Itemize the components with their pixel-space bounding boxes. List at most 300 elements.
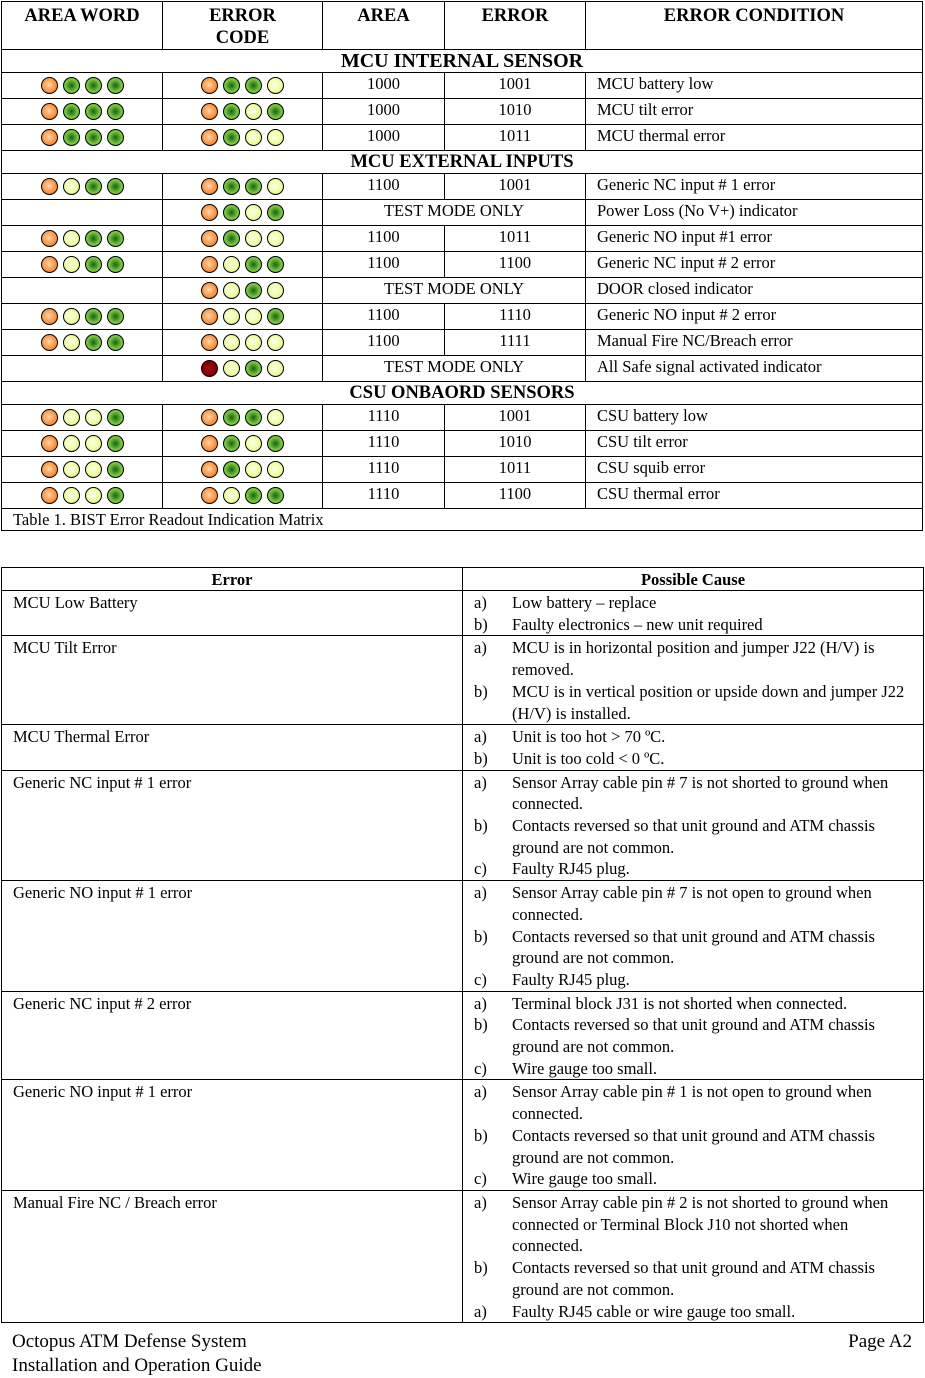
area-word-leds xyxy=(2,278,163,304)
table-row xyxy=(2,457,923,483)
green-led-icon xyxy=(85,230,102,247)
yellow-led-icon xyxy=(85,409,102,426)
condition-cell: DOOR closed indicator xyxy=(586,278,923,304)
red-led-icon xyxy=(201,360,218,377)
cause-cell xyxy=(463,881,924,992)
yellow-led-icon xyxy=(267,129,284,146)
green-led-icon xyxy=(107,435,124,452)
orange-led-icon xyxy=(201,308,218,325)
yellow-led-icon xyxy=(63,461,80,478)
orange-led-icon xyxy=(201,409,218,426)
cause-text: Sensor Array cable pin # 7 is not shorted to ground when connected. xyxy=(512,772,889,814)
area-word-leds xyxy=(2,457,163,483)
table-row xyxy=(2,431,923,457)
orange-led-icon xyxy=(41,178,58,195)
cause-cell xyxy=(463,770,924,881)
green-led-icon xyxy=(223,435,240,452)
green-led-icon xyxy=(267,308,284,325)
yellow-led-icon xyxy=(63,334,80,351)
cause-label: b) xyxy=(474,748,488,768)
cause-text: Faulty RJ45 plug. xyxy=(512,969,630,989)
cause-item xyxy=(474,1014,923,1057)
green-led-icon xyxy=(107,230,124,247)
table-row xyxy=(2,278,923,304)
area-word-leds xyxy=(2,483,163,509)
yellow-led-icon xyxy=(223,334,240,351)
green-led-icon xyxy=(245,178,262,195)
condition-cell: Generic NO input #1 error xyxy=(586,226,923,252)
green-led-icon xyxy=(63,103,80,120)
error-cell: 1011 xyxy=(445,226,586,252)
table-row xyxy=(2,330,923,356)
area-cell: 1110 xyxy=(323,457,445,483)
cause-label: a) xyxy=(474,772,487,792)
yellow-led-icon xyxy=(63,256,80,273)
cause-label: a) xyxy=(474,993,487,1013)
yellow-led-icon xyxy=(267,461,284,478)
table-row xyxy=(2,174,923,200)
green-led-icon xyxy=(85,178,102,195)
green-led-icon xyxy=(245,409,262,426)
table-row xyxy=(2,725,924,770)
yellow-led-icon xyxy=(63,435,80,452)
yellow-led-icon xyxy=(63,230,80,247)
condition-cell: MCU thermal error xyxy=(586,125,923,151)
cause-item xyxy=(474,1301,923,1323)
green-led-icon xyxy=(223,461,240,478)
cause-label: a) xyxy=(474,593,487,612)
cause-cell xyxy=(463,1190,924,1322)
area-cell: 1110 xyxy=(323,483,445,509)
error-cell: 1001 xyxy=(445,73,586,99)
area-word-leds xyxy=(2,200,163,226)
area-word-leds xyxy=(2,99,163,125)
cause-item xyxy=(474,815,923,858)
yellow-led-icon xyxy=(223,308,240,325)
table-caption: Table 1. BIST Error Readout Indication Matrix xyxy=(2,509,923,531)
caption-row xyxy=(2,509,923,531)
orange-led-icon xyxy=(201,282,218,299)
yellow-led-icon xyxy=(245,461,262,478)
condition-cell: MCU battery low xyxy=(586,73,923,99)
green-led-icon xyxy=(245,487,262,504)
header-error-condition: ERROR CONDITION xyxy=(586,2,923,50)
area-cell: 1000 xyxy=(323,99,445,125)
error-code-leds xyxy=(163,174,323,200)
error-code-leds xyxy=(163,405,323,431)
cause-text: Unit is too cold < 0 ºC. xyxy=(512,748,665,768)
green-led-icon xyxy=(107,178,124,195)
cause-cell xyxy=(463,591,924,636)
yellow-led-icon xyxy=(267,334,284,351)
cause-item xyxy=(474,969,923,991)
footer-page-number: Page A2 xyxy=(848,1331,912,1352)
orange-led-icon xyxy=(41,308,58,325)
yellow-led-icon xyxy=(85,435,102,452)
cause-item xyxy=(474,637,923,680)
green-led-icon xyxy=(85,77,102,94)
green-led-icon xyxy=(85,308,102,325)
orange-led-icon xyxy=(201,487,218,504)
condition-cell: Power Loss (No V+) indicator xyxy=(586,200,923,226)
cause-label: b) xyxy=(474,1015,488,1035)
green-led-icon xyxy=(107,256,124,273)
table-row xyxy=(2,73,923,99)
green-led-icon xyxy=(245,256,262,273)
error-code-leds xyxy=(163,99,323,125)
area-word-leds xyxy=(2,252,163,278)
yellow-led-icon xyxy=(63,308,80,325)
yellow-led-icon xyxy=(63,178,80,195)
table-row xyxy=(2,770,924,881)
green-led-icon xyxy=(107,308,124,325)
cause-text: Faulty RJ45 cable or wire gauge too small. xyxy=(512,1301,796,1321)
cause-label: b) xyxy=(474,1258,488,1278)
green-led-icon xyxy=(267,487,284,504)
green-led-icon xyxy=(267,435,284,452)
area-word-leds xyxy=(2,356,163,382)
cause-text: Sensor Array cable pin # 7 is not open to ground when connected. xyxy=(512,883,872,924)
error-cell: 1100 xyxy=(445,252,586,278)
green-led-icon xyxy=(245,77,262,94)
orange-led-icon xyxy=(41,103,58,120)
condition-cell: CSU thermal error xyxy=(586,483,923,509)
cause-item xyxy=(474,748,923,770)
test-mode-cell: TEST MODE ONLY xyxy=(323,278,586,304)
yellow-led-icon xyxy=(267,282,284,299)
table-row xyxy=(2,881,924,992)
yellow-led-icon xyxy=(245,435,262,452)
error-name-cell: Generic NO input # 1 error xyxy=(2,1080,463,1191)
green-led-icon xyxy=(223,77,240,94)
cause-text: Contacts reversed so that unit ground and ATM chassis ground are not common. xyxy=(512,1258,875,1299)
green-led-icon xyxy=(107,461,124,478)
cause-item xyxy=(474,993,923,1015)
orange-led-icon xyxy=(201,435,218,452)
green-led-icon xyxy=(223,409,240,426)
table-row xyxy=(2,200,923,226)
header-error: ERROR xyxy=(445,2,586,50)
section-row xyxy=(2,382,923,405)
orange-led-icon xyxy=(41,256,58,273)
area-word-leds xyxy=(2,226,163,252)
section-row xyxy=(2,50,923,73)
header-possible-cause: Possible Cause xyxy=(463,568,924,591)
area-cell: 1100 xyxy=(323,226,445,252)
cause-item xyxy=(474,592,923,614)
error-code-leds xyxy=(163,200,323,226)
cause-text: Sensor Array cable pin # 2 is not shorted to ground when connected or Terminal Block J10 not shorted when connected. xyxy=(512,1192,889,1256)
yellow-led-icon xyxy=(267,77,284,94)
cause-text: Faulty electronics – new unit required xyxy=(512,614,763,634)
cause-label: a) xyxy=(474,638,487,658)
green-led-icon xyxy=(267,204,284,221)
yellow-led-icon xyxy=(245,204,262,221)
orange-led-icon xyxy=(201,103,218,120)
condition-cell: Manual Fire NC/Breach error xyxy=(586,330,923,356)
condition-cell: CSU battery low xyxy=(586,405,923,431)
error-code-leds xyxy=(163,457,323,483)
green-led-icon xyxy=(63,77,80,94)
orange-led-icon xyxy=(41,461,58,478)
green-led-icon xyxy=(85,103,102,120)
orange-led-icon xyxy=(201,178,218,195)
yellow-led-icon xyxy=(245,334,262,351)
area-word-leds xyxy=(2,405,163,431)
cause-cell xyxy=(463,1080,924,1191)
error-code-leds xyxy=(163,252,323,278)
cause-item xyxy=(474,681,923,724)
yellow-led-icon xyxy=(223,282,240,299)
green-led-icon xyxy=(107,487,124,504)
cause-text: Unit is too hot > 70 ºC. xyxy=(512,727,666,747)
error-name-cell: Generic NC input # 2 error xyxy=(2,991,463,1080)
green-led-icon xyxy=(223,103,240,120)
error-code-leds xyxy=(163,330,323,356)
error-cell: 1011 xyxy=(445,457,586,483)
green-led-icon xyxy=(107,77,124,94)
header-error-code: ERROR CODE xyxy=(163,2,323,50)
cause-item xyxy=(474,858,923,880)
yellow-led-icon xyxy=(267,360,284,377)
cause-text: Contacts reversed so that unit ground and ATM chassis ground are not common. xyxy=(512,926,875,968)
cause-text: Faulty RJ45 plug. xyxy=(512,859,630,879)
green-led-icon xyxy=(267,103,284,120)
yellow-led-icon xyxy=(85,461,102,478)
cause-item xyxy=(474,1058,923,1080)
green-led-icon xyxy=(223,230,240,247)
orange-led-icon xyxy=(41,230,58,247)
error-cell: 1001 xyxy=(445,405,586,431)
orange-led-icon xyxy=(41,409,58,426)
error-code-leds xyxy=(163,431,323,457)
cause-item xyxy=(474,1168,923,1190)
section-title: CSU ONBAORD SENSORS xyxy=(2,382,923,405)
cause-text: MCU is in horizontal position and jumper J22 (H/V) is removed. xyxy=(512,638,875,680)
yellow-led-icon xyxy=(223,256,240,273)
error-cell: 1011 xyxy=(445,125,586,151)
error-name-cell: Manual Fire NC / Breach error xyxy=(2,1190,463,1322)
yellow-led-icon xyxy=(63,487,80,504)
area-word-leds xyxy=(2,330,163,356)
condition-cell: Generic NC input # 2 error xyxy=(586,252,923,278)
cause-text: MCU is in vertical position or upside down and jumper J22 (H/V) is installed. xyxy=(512,681,905,723)
orange-led-icon xyxy=(41,435,58,452)
yellow-led-icon xyxy=(245,129,262,146)
table-row xyxy=(2,991,924,1080)
cause-label: c) xyxy=(474,1058,487,1078)
area-cell: 1100 xyxy=(323,304,445,330)
cause-item xyxy=(474,614,923,636)
cause-text: Wire gauge too small. xyxy=(512,1169,658,1189)
condition-cell: CSU tilt error xyxy=(586,431,923,457)
error-cell: 1100 xyxy=(445,483,586,509)
yellow-led-icon xyxy=(245,230,262,247)
error-code-leds xyxy=(163,356,323,382)
cause-label: b) xyxy=(474,681,488,701)
orange-led-icon xyxy=(201,334,218,351)
orange-led-icon xyxy=(41,129,58,146)
cause-item xyxy=(474,1081,923,1124)
error-name-cell: MCU Low Battery xyxy=(2,591,463,636)
cause-text: Contacts reversed so that unit ground and ATM chassis ground are not common. xyxy=(512,1125,875,1167)
error-code-leds xyxy=(163,278,323,304)
cause-label: c) xyxy=(474,969,487,989)
table-row xyxy=(2,125,923,151)
table2-header-row xyxy=(2,568,924,591)
orange-led-icon xyxy=(201,230,218,247)
table-row xyxy=(2,1190,924,1322)
cause-text: Wire gauge too small. xyxy=(512,1058,658,1078)
cause-text: Terminal block J31 is not shorted when connected. xyxy=(512,993,848,1013)
error-cell: 1010 xyxy=(445,431,586,457)
error-name-cell: Generic NO input # 1 error xyxy=(2,881,463,992)
green-led-icon xyxy=(85,129,102,146)
bist-error-matrix-table xyxy=(1,1,923,531)
cause-item xyxy=(474,926,923,969)
error-name-cell: Generic NC input # 1 error xyxy=(2,770,463,881)
error-code-leds xyxy=(163,125,323,151)
cause-label: a) xyxy=(474,1192,487,1212)
error-cell: 1110 xyxy=(445,304,586,330)
green-led-icon xyxy=(223,129,240,146)
error-cell: 1111 xyxy=(445,330,586,356)
error-code-leds xyxy=(163,483,323,509)
cause-cell xyxy=(463,725,924,770)
orange-led-icon xyxy=(201,461,218,478)
table-row xyxy=(2,99,923,125)
area-word-leds xyxy=(2,431,163,457)
footer-document-subtitle: Installation and Operation Guide xyxy=(12,1355,262,1376)
header-area: AREA xyxy=(323,2,445,50)
orange-led-icon xyxy=(41,334,58,351)
area-word-leds xyxy=(2,174,163,200)
condition-cell: Generic NO input # 2 error xyxy=(586,304,923,330)
yellow-led-icon xyxy=(245,103,262,120)
cause-text: Sensor Array cable pin # 1 is not open to ground when connected. xyxy=(512,1082,872,1124)
green-led-icon xyxy=(223,178,240,195)
cause-label: c) xyxy=(474,1169,487,1189)
table-row xyxy=(2,483,923,509)
table-row xyxy=(2,356,923,382)
table-row xyxy=(2,591,924,636)
table-row xyxy=(2,1080,924,1191)
table-row xyxy=(2,226,923,252)
table-row xyxy=(2,636,924,725)
area-cell: 1110 xyxy=(323,405,445,431)
condition-cell: All Safe signal activated indicator xyxy=(586,356,923,382)
cause-cell xyxy=(463,636,924,725)
cause-item xyxy=(474,882,923,925)
area-word-leds xyxy=(2,73,163,99)
green-led-icon xyxy=(85,334,102,351)
error-name-cell: MCU Thermal Error xyxy=(2,725,463,770)
table-row xyxy=(2,252,923,278)
yellow-led-icon xyxy=(223,487,240,504)
green-led-icon xyxy=(107,129,124,146)
condition-cell: Generic NC input # 1 error xyxy=(586,174,923,200)
area-word-leds xyxy=(2,304,163,330)
cause-label: b) xyxy=(474,1125,488,1145)
cause-label: b) xyxy=(474,816,488,836)
cause-item xyxy=(474,1125,923,1168)
green-led-icon xyxy=(63,129,80,146)
table-row xyxy=(2,405,923,431)
table-row xyxy=(2,304,923,330)
green-led-icon xyxy=(85,256,102,273)
yellow-led-icon xyxy=(63,409,80,426)
cause-label: a) xyxy=(474,883,487,903)
error-name-cell: MCU Tilt Error xyxy=(2,636,463,725)
green-led-icon xyxy=(223,204,240,221)
yellow-led-icon xyxy=(267,178,284,195)
cause-item xyxy=(474,1192,923,1257)
table1-header-row xyxy=(2,2,923,50)
header-error: Error xyxy=(2,568,463,591)
green-led-icon xyxy=(267,256,284,273)
cause-label: b) xyxy=(474,926,488,946)
section-title: MCU EXTERNAL INPUTS xyxy=(2,151,923,174)
condition-cell: CSU squib error xyxy=(586,457,923,483)
section-title: MCU INTERNAL SENSOR xyxy=(2,50,923,73)
cause-label: c) xyxy=(474,859,487,879)
possible-cause-table xyxy=(1,567,924,1323)
cause-cell xyxy=(463,991,924,1080)
cause-label: a) xyxy=(474,727,487,747)
test-mode-cell: TEST MODE ONLY xyxy=(323,200,586,226)
orange-led-icon xyxy=(201,256,218,273)
yellow-led-icon xyxy=(267,230,284,247)
section-row xyxy=(2,151,923,174)
footer-document-title: Octopus ATM Defense System xyxy=(12,1331,247,1352)
cause-item xyxy=(474,1257,923,1300)
error-cell: 1010 xyxy=(445,99,586,125)
cause-item xyxy=(474,726,923,748)
yellow-led-icon xyxy=(85,487,102,504)
header-area-word: AREA WORD xyxy=(2,2,163,50)
area-cell: 1100 xyxy=(323,252,445,278)
yellow-led-icon xyxy=(223,360,240,377)
cause-text: Contacts reversed so that unit ground and ATM chassis ground are not common. xyxy=(512,1015,875,1057)
error-code-leds xyxy=(163,226,323,252)
yellow-led-icon xyxy=(245,308,262,325)
cause-item xyxy=(474,772,923,815)
green-led-icon xyxy=(245,360,262,377)
orange-led-icon xyxy=(201,129,218,146)
cause-label: a) xyxy=(474,1082,487,1102)
area-cell: 1110 xyxy=(323,431,445,457)
yellow-led-icon xyxy=(267,409,284,426)
cause-text: Contacts reversed so that unit ground and ATM chassis ground are not common. xyxy=(512,816,875,857)
area-cell: 1000 xyxy=(323,125,445,151)
cause-label: b) xyxy=(474,614,488,634)
condition-cell: MCU tilt error xyxy=(586,99,923,125)
green-led-icon xyxy=(107,103,124,120)
cause-text: Low battery – replace xyxy=(512,593,657,612)
orange-led-icon xyxy=(201,77,218,94)
area-cell: 1000 xyxy=(323,73,445,99)
cause-label: a) xyxy=(474,1301,487,1321)
green-led-icon xyxy=(245,282,262,299)
area-word-leds xyxy=(2,125,163,151)
error-code-leds xyxy=(163,304,323,330)
error-code-leds xyxy=(163,73,323,99)
green-led-icon xyxy=(107,409,124,426)
orange-led-icon xyxy=(41,487,58,504)
orange-led-icon xyxy=(41,77,58,94)
area-cell: 1100 xyxy=(323,174,445,200)
orange-led-icon xyxy=(201,204,218,221)
